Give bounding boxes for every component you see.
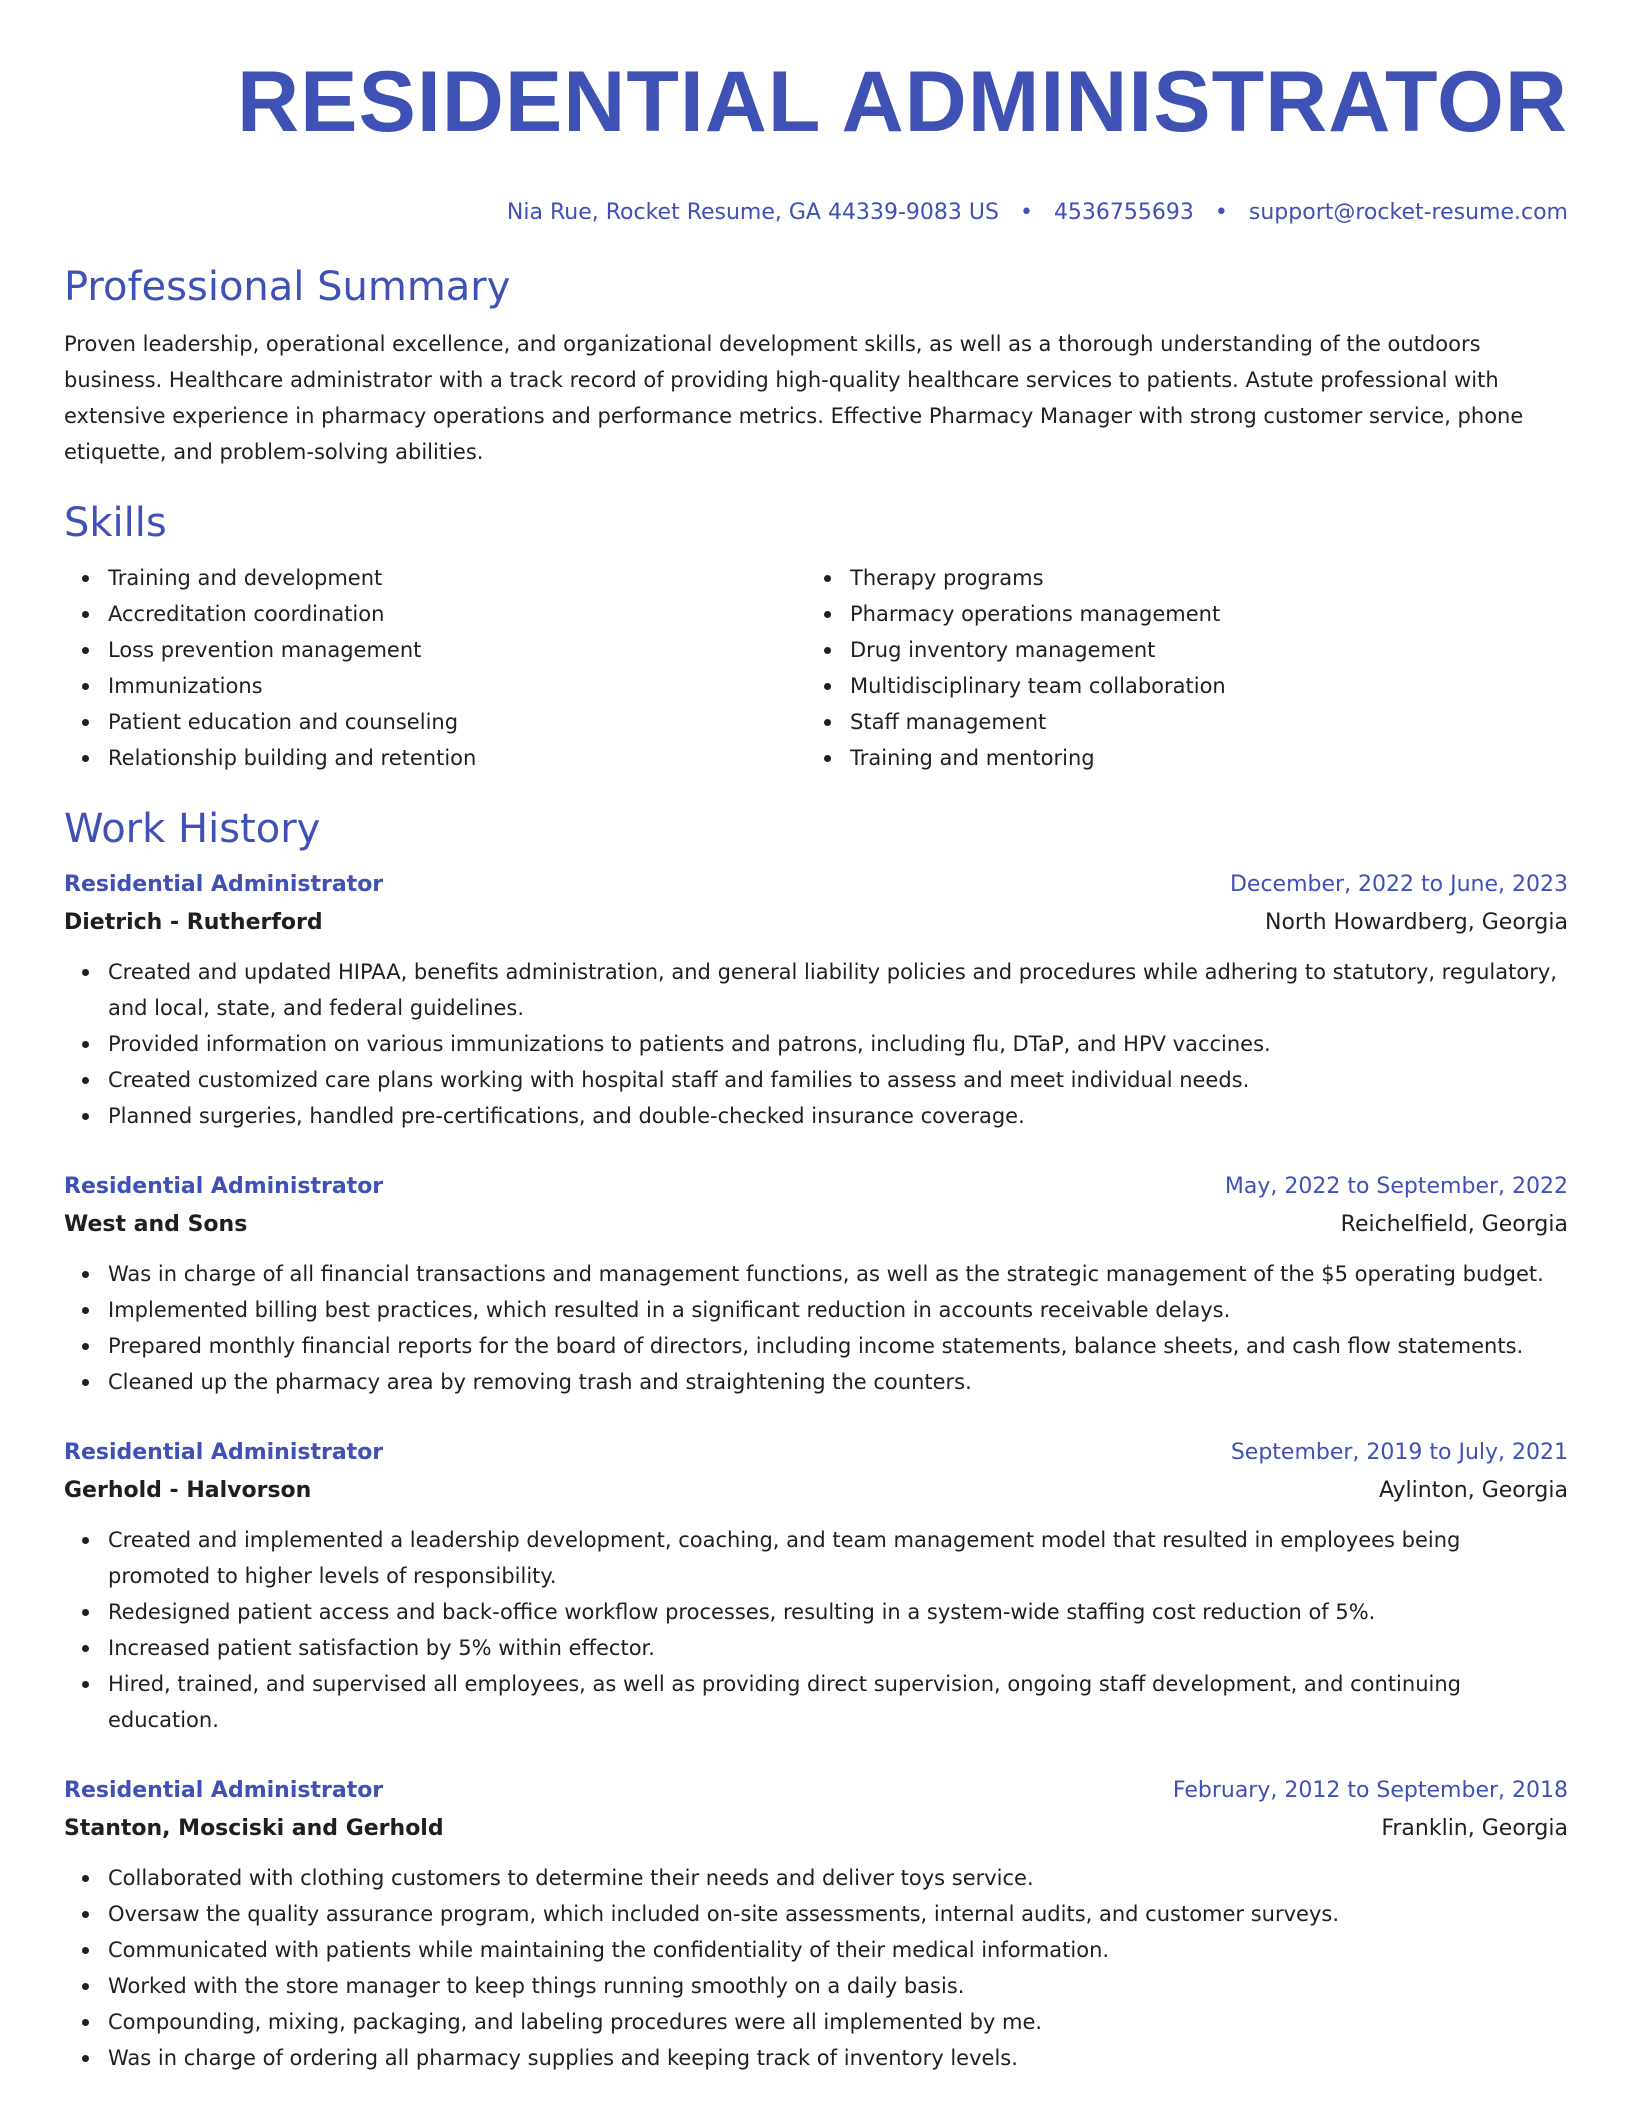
- job-bullet: Hired, trained, and supervised all employees, as well as providing direct supervision, ongoing staff development, and continuing education.: [64, 1666, 1568, 1738]
- job-title: Residential Administrator: [64, 872, 384, 897]
- summary-heading: Professional Summary: [64, 264, 511, 310]
- job-title: Residential Administrator: [64, 1174, 384, 1199]
- job-bullet: Provided information on various immunizations to patients and patrons, including flu, DTaP, and HPV vaccines.: [64, 1026, 1568, 1062]
- job-bullet: Communicated with patients while maintaining the confidentiality of their medical information.: [64, 1932, 1568, 1968]
- job-bullet: Compounding, mixing, packaging, and labeling procedures were all implemented by me.: [64, 2004, 1568, 2040]
- job-title-row: [64, 1168, 1568, 1206]
- job-bullet: Cleaned up the pharmacy area by removing trash and straightening the counters.: [64, 1364, 1568, 1400]
- skills-column-right: [806, 560, 1548, 776]
- skill-item: Training and mentoring: [806, 740, 1548, 776]
- job-entry: [64, 1168, 1568, 1400]
- job-company-row: [64, 1472, 1568, 1510]
- job-list: [64, 866, 1568, 2076]
- skill-item: Pharmacy operations management: [806, 596, 1548, 632]
- summary-section: [64, 262, 1568, 470]
- job-bullet-list: [64, 954, 1568, 1134]
- job-bullet: Collaborated with clothing customers to determine their needs and deliver toys service.: [64, 1860, 1568, 1896]
- skill-item: Patient education and counseling: [64, 704, 806, 740]
- job-bullet-list: [64, 1860, 1568, 2076]
- job-bullet: Worked with the store manager to keep things running smoothly on a daily basis.: [64, 1968, 1568, 2004]
- skills-heading: Skills: [64, 500, 167, 546]
- job-title-row: [64, 1772, 1568, 1810]
- contact-address: Nia Rue, Rocket Resume, GA 44339-9083 US: [506, 200, 999, 225]
- job-company-row: [64, 1206, 1568, 1244]
- skill-item: Drug inventory management: [806, 632, 1548, 668]
- job-bullet: Prepared monthly financial reports for the board of directors, including income statements, balance sheets, and cash flow statements.: [64, 1328, 1568, 1364]
- job-location: Aylinton, Georgia: [1378, 1478, 1568, 1503]
- job-company-row: [64, 1810, 1568, 1848]
- job-location: North Howardberg, Georgia: [1265, 910, 1568, 935]
- skills-section: [64, 498, 1568, 776]
- job-bullet: Created and implemented a leadership development, coaching, and team management model that resulted in employees being promoted to higher levels of responsibility.: [64, 1522, 1568, 1594]
- job-dates: December, 2022 to June, 2023: [1229, 872, 1568, 897]
- skill-item: Training and development: [64, 560, 806, 596]
- job-bullet-list: [64, 1256, 1568, 1400]
- job-title: Residential Administrator: [64, 1440, 384, 1465]
- job-entry: [64, 866, 1568, 1134]
- job-company: West and Sons: [64, 1212, 248, 1237]
- job-dates: February, 2012 to September, 2018: [1172, 1778, 1568, 1803]
- job-bullet: Increased patient satisfaction by 5% within effector.: [64, 1630, 1568, 1666]
- summary-text: Proven leadership, operational excellence, and organizational development skills, as well as a thorough understanding of the outdoors business. Healthcare administrator with a track record of providing high-quality healthcare services to patients. Astute professional with extensive experience in pharmacy operations and performance metrics. Effective Pharmacy Manager with strong customer service, phone etiquette, and problem-solving abilities.: [64, 332, 1524, 464]
- work-history-section: [64, 804, 1568, 2076]
- job-bullet: Created customized care plans working with hospital staff and families to assess and meet individual needs.: [64, 1062, 1568, 1098]
- job-bullet: Planned surgeries, handled pre-certifications, and double-checked insurance coverage.: [64, 1098, 1568, 1134]
- job-bullet: Created and updated HIPAA, benefits administration, and general liability policies and procedures while adhering to statutory, regulatory, and local, state, and federal guidelines.: [64, 954, 1568, 1026]
- job-bullet: Oversaw the quality assurance program, which included on-site assessments, internal audits, and customer surveys.: [64, 1896, 1568, 1932]
- job-title: Residential Administrator: [64, 1778, 384, 1803]
- job-entry: [64, 1434, 1568, 1738]
- job-bullet: Redesigned patient access and back-office workflow processes, resulting in a system-wide staffing cost reduction of 5%.: [64, 1594, 1568, 1630]
- skill-item: Relationship building and retention: [64, 740, 806, 776]
- job-bullet: Was in charge of ordering all pharmacy supplies and keeping track of inventory levels.: [64, 2040, 1568, 2076]
- contact-separator: •: [1019, 200, 1033, 225]
- job-title-row: [64, 866, 1568, 904]
- job-location: Reichelfield, Georgia: [1340, 1212, 1568, 1237]
- contact-separator: •: [1214, 200, 1228, 225]
- skill-item: Staff management: [806, 704, 1548, 740]
- skill-item: Loss prevention management: [64, 632, 806, 668]
- skill-item: Multidisciplinary team collaboration: [806, 668, 1548, 704]
- skills-grid: [64, 560, 1568, 776]
- job-dates: May, 2022 to September, 2022: [1224, 1174, 1568, 1199]
- skill-item: Therapy programs: [806, 560, 1548, 596]
- job-bullet-list: [64, 1522, 1568, 1738]
- job-entry: [64, 1772, 1568, 2076]
- job-bullet: Implemented billing best practices, which resulted in a significant reduction in accounts receivable delays.: [64, 1292, 1568, 1328]
- job-title-row: [64, 1434, 1568, 1472]
- skill-item: Immunizations: [64, 668, 806, 704]
- resume-title: RESIDENTIAL ADMINISTRATOR: [237, 54, 1568, 150]
- contact-email: support@rocket-resume.com: [1248, 200, 1568, 225]
- job-company: Stanton, Mosciski and Gerhold: [64, 1816, 444, 1841]
- job-dates: September, 2019 to July, 2021: [1230, 1440, 1568, 1465]
- job-company-row: [64, 904, 1568, 942]
- contact-line: [64, 198, 1568, 228]
- job-bullet: Was in charge of all financial transactions and management functions, as well as the strategic management of the $5 operating budget.: [64, 1256, 1568, 1292]
- contact-phone: 4536755693: [1053, 200, 1194, 225]
- skills-column-left: [64, 560, 806, 776]
- skill-item: Accreditation coordination: [64, 596, 806, 632]
- job-location: Franklin, Georgia: [1381, 1816, 1568, 1841]
- work-history-heading: Work History: [64, 806, 321, 852]
- job-company: Dietrich - Rutherford: [64, 910, 323, 935]
- job-company: Gerhold - Halvorson: [64, 1478, 312, 1503]
